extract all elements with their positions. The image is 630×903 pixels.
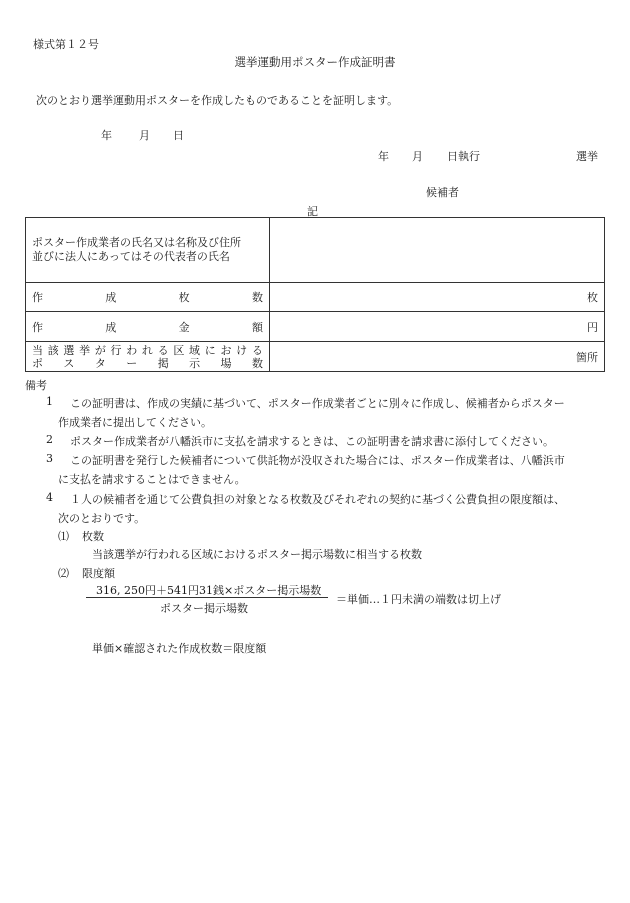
label-char: 額 (251, 320, 263, 334)
note-3-number: 3 (46, 452, 53, 465)
election-executed-label: 日執行 (447, 150, 480, 163)
sub-1-text: 当該選挙が行われる区域におけるポスター掲示場数に相当する枚数 (92, 548, 422, 561)
amount-unit: 円 (587, 320, 598, 334)
label-char: 区 (173, 343, 185, 357)
label-char: ー (126, 356, 138, 370)
label-char: ス (63, 356, 75, 370)
poster-sites-field[interactable] (270, 342, 605, 372)
note-1-number: 1 (46, 395, 53, 408)
fraction-numerator: 316, 250円＋541円31銭×ポスター掲示場数 (96, 584, 322, 597)
label-char: 挙 (79, 343, 91, 357)
vendor-name-field[interactable] (270, 218, 605, 283)
final-formula: 単価×確認された作成枚数＝限度額 (92, 642, 267, 655)
intro-text: 次のとおり選挙運動用ポスターを作成したものであることを証明します。 (36, 94, 399, 107)
candidate-label: 候補者 (426, 186, 459, 199)
label-char: タ (94, 356, 106, 370)
label-char: に (204, 343, 216, 357)
label-char: 数 (251, 356, 263, 370)
table-row (26, 312, 605, 342)
table-row (26, 342, 605, 372)
fraction-bar (86, 597, 328, 598)
table-row (26, 283, 605, 312)
election-year-label: 年 (378, 150, 389, 163)
certificate-table (25, 217, 605, 372)
issue-month-label: 月 (139, 129, 150, 142)
note-2-line1: ポスター作成業者が八幡浜市に支払を請求するときは、この証明書を請求書に添付してください。 (70, 435, 554, 448)
label-char: 行 (110, 343, 122, 357)
sub-2-number: ⑵ (58, 567, 69, 580)
vendor-name-label-line2: 並びに法人にあってはその代表者の氏名 (32, 250, 230, 263)
amount-label (26, 312, 270, 342)
label-char: 枚 (178, 291, 190, 304)
label-char: 該 (47, 343, 59, 357)
election-label: 選挙 (576, 150, 598, 163)
label-char: 当 (32, 343, 43, 357)
note-4-number: 4 (46, 491, 53, 504)
note-1-line2: 作成業者に提出してください。 (58, 416, 212, 429)
label-char: 数 (251, 291, 263, 304)
fraction-denominator: ポスター掲示場数 (160, 602, 248, 615)
vendor-name-label-line1: ポスター作成業者の氏名又は名称及び住所 (32, 236, 241, 249)
label-char: 域 (189, 343, 201, 357)
label-char: 掲 (157, 356, 169, 370)
poster-sites-unit: 箇所 (576, 350, 598, 364)
amount-field[interactable] (270, 312, 605, 342)
sub-1-title: 枚数 (82, 530, 104, 543)
issue-year-label: 年 (101, 129, 112, 142)
note-2-number: 2 (46, 433, 53, 446)
label-char: 成 (105, 320, 117, 334)
notes-heading: 備考 (25, 379, 47, 392)
sub-2-title: 限度額 (82, 567, 115, 580)
sub-1-number: ⑴ (58, 530, 69, 543)
count-field[interactable] (270, 283, 605, 312)
label-char: る (251, 343, 263, 357)
issue-day-label: 日 (173, 129, 184, 142)
label-char: け (236, 343, 248, 357)
table-row (26, 218, 605, 283)
note-3-line2: に支払を請求することはできません。 (58, 473, 246, 486)
poster-sites-label (26, 342, 270, 372)
fraction-result: ＝単価…１円未満の端数は切上げ (336, 593, 501, 606)
label-char: 成 (105, 291, 117, 304)
count-unit: 枚 (587, 291, 598, 304)
label-char: 場 (220, 356, 232, 370)
label-char: わ (126, 343, 138, 357)
document-title: 選挙運動用ポスター作成証明書 (234, 55, 396, 69)
label-char: 示 (189, 356, 201, 370)
note-3-line1: この証明書を発行した候補者について供託物が没収された場合には、ポスター作成業者は、八幡浜市 (70, 454, 565, 467)
label-char: 選 (63, 343, 75, 357)
label-char: れ (141, 343, 153, 357)
label-char: 金 (178, 320, 190, 334)
election-month-label: 月 (412, 150, 423, 163)
label-char: が (94, 343, 106, 357)
label-char: 作 (32, 320, 43, 334)
ki-label: 記 (307, 205, 318, 218)
label-char: る (157, 343, 169, 357)
count-label (26, 283, 270, 312)
label-char: お (220, 343, 232, 357)
note-1-line1: この証明書は、作成の実績に基づいて、ポスター作成業者ごとに別々に作成し、候補者からポスター (70, 397, 565, 410)
note-4-line2: 次のとおりです。 (58, 512, 146, 525)
form-number: 様式第１２号 (33, 38, 99, 51)
vendor-name-label (26, 218, 270, 283)
label-char: 作 (32, 291, 43, 304)
label-char: ポ (32, 356, 43, 370)
note-4-line1: １人の候補者を通じて公費負担の対象となる枚数及びそれぞれの契約に基づく公費負担の限度額は、 (70, 493, 565, 506)
